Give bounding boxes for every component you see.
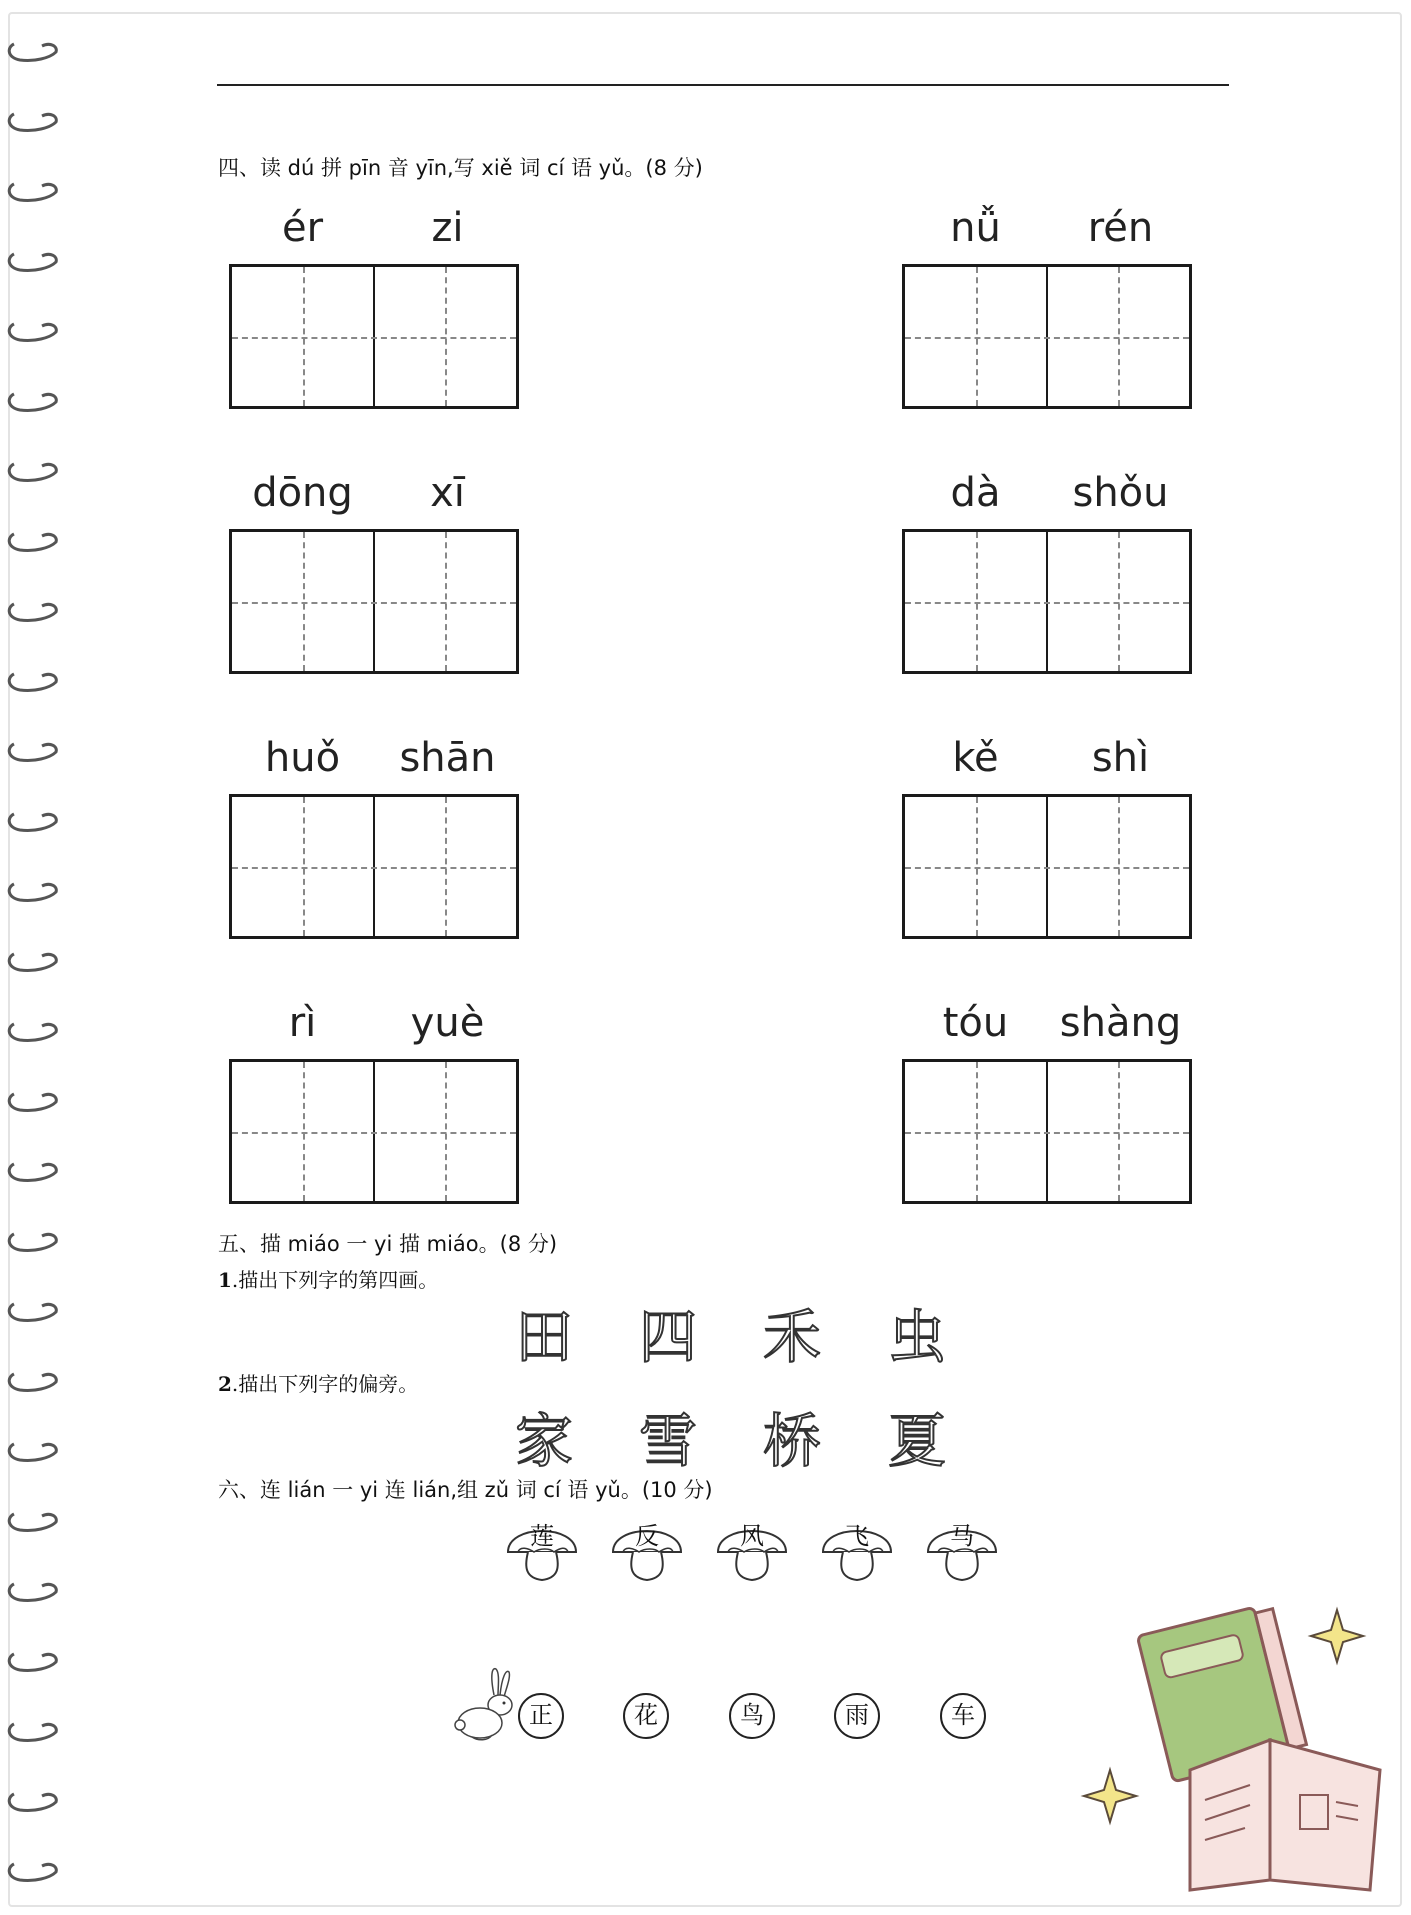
word-pinyin bbox=[230, 1000, 520, 1050]
spiral-ring bbox=[9, 464, 56, 481]
circle-char[interactable]: 车 bbox=[940, 1693, 986, 1739]
spiral-ring bbox=[9, 1864, 56, 1881]
word-pinyin bbox=[903, 735, 1193, 785]
mushroom-char: 风 bbox=[740, 1522, 764, 1550]
pinyin-syllable: shàng bbox=[1059, 1000, 1182, 1046]
writing-grid[interactable] bbox=[902, 264, 1192, 409]
spiral-ring bbox=[9, 1584, 56, 1601]
pinyin-syllable: dà bbox=[950, 470, 1001, 516]
spiral-ring bbox=[9, 1024, 56, 1041]
pinyin-syllable: ér bbox=[281, 205, 324, 251]
spiral-ring bbox=[9, 604, 56, 621]
trace-char[interactable]: 虫 bbox=[887, 1303, 946, 1371]
pinyin-syllable: rì bbox=[288, 1000, 317, 1046]
spiral-ring bbox=[9, 814, 56, 831]
spiral-ring bbox=[9, 1164, 56, 1181]
spiral-ring bbox=[9, 1094, 56, 1111]
pinyin-syllable: nǚ bbox=[950, 205, 1001, 251]
section6-heading: 六、连 lián 一 yi 连 lián,组 zǔ 词 cí 语 yǔ。(10 分) bbox=[218, 1478, 713, 1502]
top-rule bbox=[217, 84, 1229, 86]
word-pinyin bbox=[230, 470, 520, 520]
spiral-ring bbox=[9, 534, 56, 551]
trace-char[interactable]: 田 bbox=[514, 1303, 573, 1371]
writing-grid[interactable] bbox=[229, 529, 519, 674]
pinyin-syllable: xī bbox=[430, 470, 465, 516]
pinyin-syllable: kě bbox=[952, 735, 999, 781]
spiral-ring bbox=[9, 394, 56, 411]
pinyin-syllable: shān bbox=[399, 735, 496, 781]
rabbit-icon bbox=[452, 1665, 522, 1745]
spiral-ring bbox=[9, 1514, 56, 1531]
mushroom-char: 飞 bbox=[845, 1522, 869, 1550]
question-2 bbox=[218, 1368, 418, 1397]
spiral-ring bbox=[9, 1724, 56, 1741]
question-text: .描出下列字的第四画。 bbox=[231, 1268, 439, 1292]
spiral-ring bbox=[9, 1234, 56, 1251]
trace-char[interactable]: 禾 bbox=[762, 1303, 821, 1371]
pinyin-syllable: zi bbox=[431, 205, 464, 251]
pinyin-syllable: tóu bbox=[942, 1000, 1009, 1046]
word-pinyin bbox=[903, 1000, 1193, 1050]
spiral-ring bbox=[9, 884, 56, 901]
mushroom-card[interactable] bbox=[609, 1508, 685, 1584]
writing-grid[interactable] bbox=[902, 1059, 1192, 1204]
pinyin-syllable: shǒu bbox=[1072, 470, 1169, 516]
word-pinyin bbox=[230, 205, 520, 255]
section5-heading: 五、描 miáo 一 yi 描 miáo。(8 分) bbox=[218, 1232, 558, 1256]
spiral-ring bbox=[9, 324, 56, 341]
pinyin-syllable: huǒ bbox=[264, 735, 341, 781]
spiral-ring bbox=[9, 674, 56, 691]
books-illustration bbox=[1080, 1590, 1400, 1900]
mushroom-card[interactable] bbox=[714, 1508, 790, 1584]
writing-grid[interactable] bbox=[902, 794, 1192, 939]
trace-char[interactable]: 夏 bbox=[887, 1407, 946, 1475]
question-text: .描出下列字的偏旁。 bbox=[231, 1372, 419, 1396]
spiral-ring bbox=[9, 1304, 56, 1321]
word-pinyin bbox=[903, 470, 1193, 520]
spiral-ring bbox=[9, 954, 56, 971]
circle-char[interactable]: 花 bbox=[623, 1693, 669, 1739]
spiral-ring bbox=[9, 114, 56, 131]
spiral-ring bbox=[9, 1374, 56, 1391]
trace-char[interactable]: 四 bbox=[638, 1303, 697, 1371]
mushroom-card[interactable] bbox=[504, 1508, 580, 1584]
spiral-ring bbox=[9, 184, 56, 201]
spiral-binding bbox=[0, 0, 70, 1915]
circle-char[interactable]: 正 bbox=[518, 1693, 564, 1739]
question-number: 2 bbox=[218, 1372, 232, 1396]
mushroom-card[interactable] bbox=[924, 1508, 1000, 1584]
circle-char[interactable]: 鸟 bbox=[729, 1693, 775, 1739]
word-pinyin bbox=[230, 735, 520, 785]
spiral-ring bbox=[9, 44, 56, 61]
writing-grid[interactable] bbox=[229, 1059, 519, 1204]
mushroom-char: 反 bbox=[635, 1522, 659, 1550]
word-pinyin bbox=[903, 205, 1193, 255]
spiral-ring bbox=[9, 744, 56, 761]
pinyin-syllable: dōng bbox=[252, 470, 353, 516]
writing-grid[interactable] bbox=[229, 794, 519, 939]
spiral-ring bbox=[9, 254, 56, 271]
section4-heading: 四、读 dú 拼 pīn 音 yīn,写 xiě 词 cí 语 yǔ。(8 分) bbox=[218, 156, 703, 180]
question-number: 1 bbox=[218, 1268, 232, 1292]
trace-char[interactable]: 雪 bbox=[638, 1407, 697, 1475]
spiral-ring bbox=[9, 1794, 56, 1811]
mushroom-char: 马 bbox=[950, 1522, 974, 1550]
trace-char[interactable]: 桥 bbox=[762, 1407, 821, 1475]
question-1 bbox=[218, 1264, 438, 1293]
writing-grid[interactable] bbox=[902, 529, 1192, 674]
trace-char[interactable]: 家 bbox=[514, 1407, 573, 1475]
writing-grid[interactable] bbox=[229, 264, 519, 409]
spiral-ring bbox=[9, 1444, 56, 1461]
spiral-ring bbox=[9, 1654, 56, 1671]
pinyin-syllable: rén bbox=[1087, 205, 1154, 251]
mushroom-card[interactable] bbox=[819, 1508, 895, 1584]
mushroom-char: 莲 bbox=[530, 1522, 554, 1550]
pinyin-syllable: yuè bbox=[410, 1000, 485, 1046]
pinyin-syllable: shì bbox=[1091, 735, 1150, 781]
circle-char[interactable]: 雨 bbox=[834, 1693, 880, 1739]
